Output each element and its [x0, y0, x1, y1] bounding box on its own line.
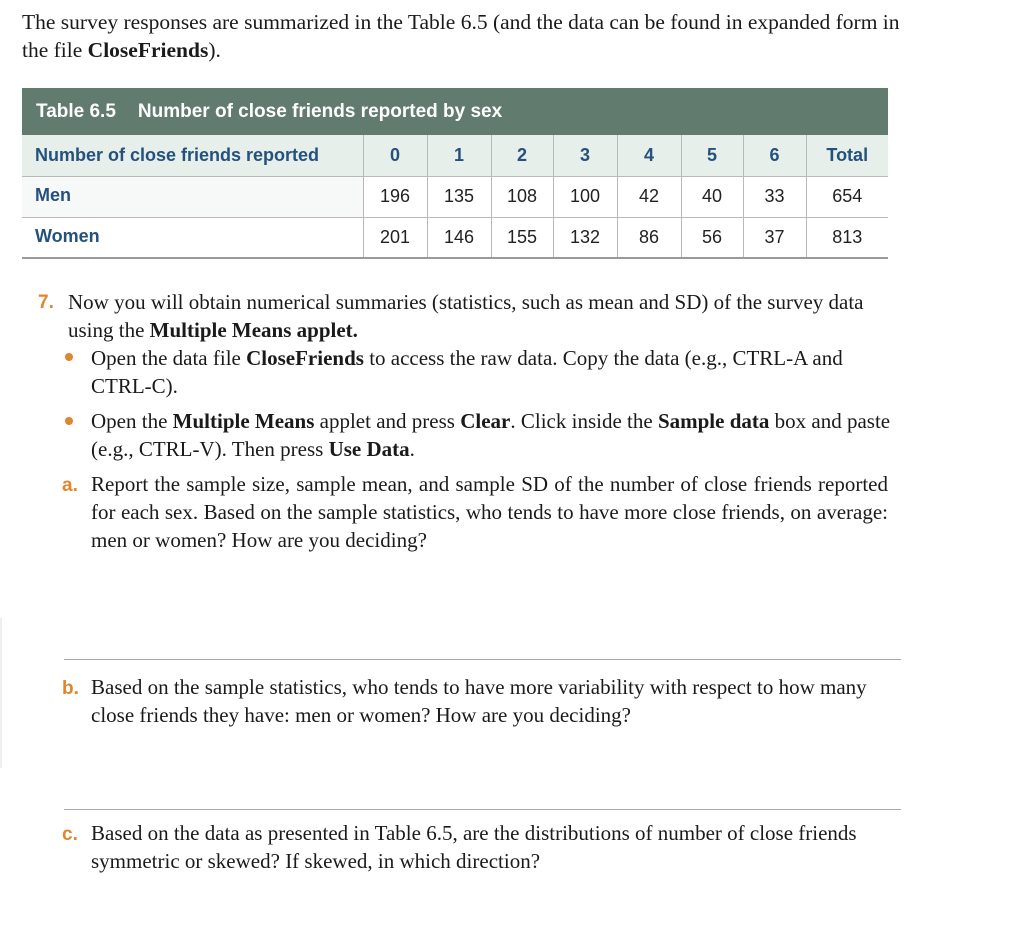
- question-7-text-end: applet.: [291, 318, 358, 342]
- row-header-label: Number of close friends reported: [22, 135, 363, 176]
- page-edge-shadow: [0, 618, 2, 768]
- column-header: 0: [363, 135, 427, 176]
- row-label: Women: [22, 217, 363, 258]
- table-cell: 40: [681, 176, 743, 217]
- table-cell: 135: [427, 176, 491, 217]
- question-7-number: 7.: [38, 292, 54, 313]
- answer-line-a: [64, 659, 901, 660]
- table-row-men: [22, 176, 888, 217]
- table-cell: 146: [427, 217, 491, 258]
- bullet-2-sample-data-label: Sample data: [657, 409, 770, 433]
- intro-text: The survey responses are summarized in the Table 6.5 (and the data can be found in expanded form in the file: [22, 10, 900, 62]
- bullet-1-file-name: CloseFriends: [246, 346, 364, 370]
- part-c-marker: c.: [62, 824, 78, 845]
- part-b-text: Based on the sample statistics, who tends to have more variability with respect to how many close friends they have: men or women? How are you deciding?: [91, 675, 867, 727]
- bullet-2-text: box and paste (e.g., CTRL-V). Then press: [91, 409, 891, 461]
- bullet-2-text: Open the: [91, 409, 173, 433]
- bullet-1-text: Open the data file: [91, 346, 247, 370]
- bullet-2-text: applet and press: [314, 409, 461, 433]
- table-cell: 56: [681, 217, 743, 258]
- table-cell: 86: [617, 217, 681, 258]
- table-cell: 100: [553, 176, 617, 217]
- bullet-2-applet-name: Multiple Means: [172, 409, 315, 433]
- bullet-dot-icon: [65, 417, 73, 425]
- column-header: 6: [743, 135, 806, 176]
- table-cell: 37: [743, 217, 806, 258]
- intro-paragraph: [22, 8, 902, 64]
- bullet-2-use-data-label: Use Data: [328, 437, 410, 461]
- table-cell-total: 813: [806, 217, 888, 258]
- bullet-open-applet: [91, 407, 899, 463]
- column-header: 1: [427, 135, 491, 176]
- answer-line-b: [64, 809, 901, 810]
- data-table: [22, 135, 888, 259]
- bullet-open-data-file: [91, 344, 899, 400]
- table-label: Table 6.5: [36, 101, 116, 122]
- intro-file-name: CloseFriends: [87, 38, 209, 62]
- table-cell: 42: [617, 176, 681, 217]
- column-header: 4: [617, 135, 681, 176]
- question-7-applet-name: Multiple Means: [149, 318, 292, 342]
- column-header: 3: [553, 135, 617, 176]
- table-cell: 155: [491, 217, 553, 258]
- bullet-2-clear-label: Clear: [460, 409, 511, 433]
- intro-text-end: ).: [208, 38, 221, 62]
- column-header: 5: [681, 135, 743, 176]
- table-cell: 33: [743, 176, 806, 217]
- table-cell: 201: [363, 217, 427, 258]
- column-header: 2: [491, 135, 553, 176]
- table-title: Number of close friends reported by sex: [137, 101, 503, 122]
- column-header-total: Total: [806, 135, 888, 176]
- part-c-text: Based on the data as presented in Table 6.5, are the distributions of number of close friends symmetric or skewed? If skewed, in which direction?: [91, 821, 857, 873]
- bullet-2-text-end: .: [409, 437, 415, 461]
- table-header-row: [22, 135, 888, 176]
- question-7-text-start: Now you will obtain numerical summaries (statistics, such as mean and SD) of the survey data using the: [68, 290, 864, 342]
- bullet-2-text: . Click inside the: [510, 409, 658, 433]
- part-a-text: Report the sample size, sample mean, and sample SD of the number of close friends reported for each sex. Based on the sample statistics, who tends to have more close friends, on average: men or women? How are you deciding?: [91, 472, 888, 552]
- table-cell: 108: [491, 176, 553, 217]
- part-a-marker: a.: [62, 475, 78, 496]
- table-title-bar: [22, 88, 888, 135]
- table-cell: 132: [553, 217, 617, 258]
- bullet-dot-icon: [65, 353, 73, 361]
- table-cell: 196: [363, 176, 427, 217]
- table-row-women: [22, 217, 888, 258]
- question-7-text: [68, 288, 898, 344]
- table-cell-total: 654: [806, 176, 888, 217]
- table-6-5: [22, 88, 888, 259]
- row-label: Men: [22, 176, 363, 217]
- part-b-marker: b.: [62, 678, 79, 699]
- bullet-1-text-end: to access the raw data. Copy the data (e.g., CTRL-A and CTRL-C).: [91, 346, 843, 398]
